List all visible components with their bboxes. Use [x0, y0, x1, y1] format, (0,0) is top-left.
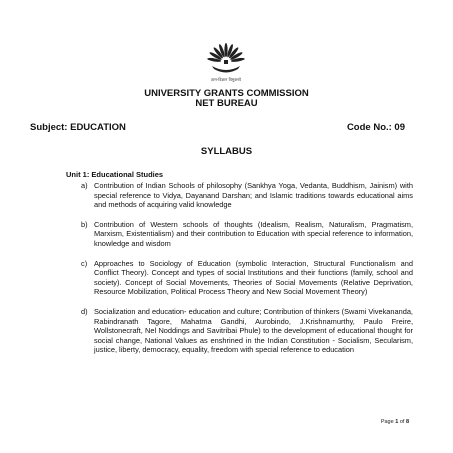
item-marker: d) [81, 306, 88, 316]
list-item [81, 307, 413, 355]
item-marker: b) [81, 219, 88, 229]
page-word: Page [380, 419, 394, 425]
item-text: Contribution of Western schools of thoughts (Idealism, Realism, Naturalism, Pragmatism, Marxism, Existentialism) and their contribution to Education with special reference to information, knowledge and wisdom [94, 219, 413, 248]
item-text: Socialization and education- education and culture; Contribution of thinkers (Swami Vivekananda, Rabindranath Tagore, Mahatma Gandhi, Aurobindo, J.Krishnamurthy, Paulo Freire, Wollstonecraft, Nel Noddings and Savitribai Phule) to the development of educational thought for social change, National Values as enshrined in the Indian Constitution - Socialism, Secularism, justice, liberty, democracy, equality, freedom with special reference to education [94, 306, 413, 355]
code-number: Code No.: 09 [346, 122, 405, 133]
item-text: Contribution of Indian Schools of philosophy (Sankhya Yoga, Vedanta, Buddhism, Jainism) with special reference to Vidya, Dayanand Darshan; and Islamic traditions towards educational aims and methods of acquiring valid knowledge [94, 181, 413, 210]
current-page: 1 [395, 419, 399, 425]
ugc-emblem-icon [205, 42, 247, 80]
emblem-motto: ज्ञान-विज्ञान विमुक्तये [210, 77, 241, 82]
item-text: Approaches to Sociology of Education (symbolic Interaction, Structural Functionalism and Conflict Theory). Concept and types of social Institutions and their functions (family, school and society). Concept of Social Movements, Theories of Social Movements (Relative Deprivation, Resource Mobilization, Political Process Theory and New Social Movement Theory) [94, 258, 413, 297]
list-item [81, 181, 413, 210]
unit-heading: Unit 1: Educational Studies [66, 170, 164, 179]
list-item [81, 259, 413, 297]
total-pages: 8 [405, 419, 409, 425]
of-word: of [399, 419, 405, 425]
item-marker: c) [81, 258, 88, 268]
list-item [81, 220, 413, 249]
page-number [381, 419, 409, 425]
document-title: SYLLABUS [200, 146, 253, 157]
bureau-name: NET BUREAU [195, 98, 258, 109]
subject-label: Subject: EDUCATION [30, 122, 126, 133]
item-marker: a) [81, 181, 88, 190]
unit-items-list [81, 181, 413, 365]
org-name: UNIVERSITY GRANTS COMMISSION [144, 88, 309, 99]
